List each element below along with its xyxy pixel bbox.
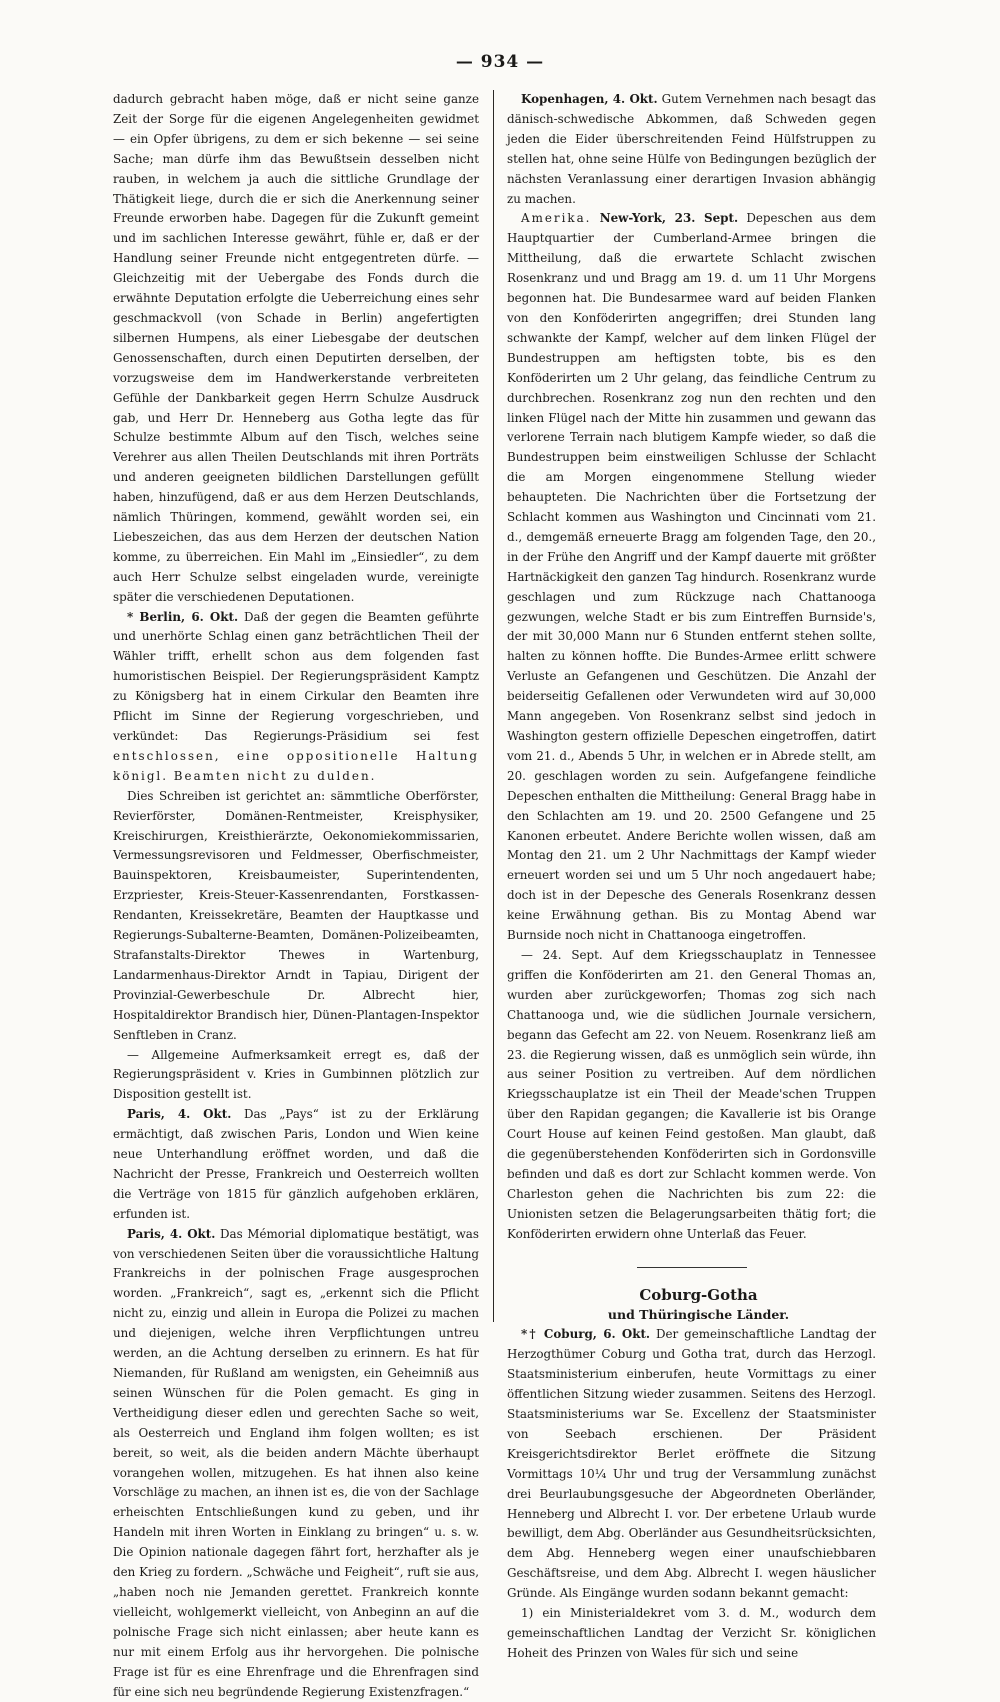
section-separator xyxy=(637,1267,747,1268)
article-coburg-text: Der gemeinschaftliche Landtag der Herzogthümer Coburg und Gotha trat, durch das Herzogl. Staatsministerium einberufen, heute Vormittags zu einer öffentlichen Sitzung wieder zusammen. Seitens des Herzogl. Staatsministeriums war Se. Excellenz der Staatsminister von Seebach erschienen. Der Präsident Kreisgerichtsdirektor Berlet eröffnete die Sitzung Vormittags 10¼ Uhr und trug der Versammlung zunächst drei Beurlaubungsgesuche der Abgeordneten Oberländer, Henneberg und Albrecht I. vor. Der erbetene Urlaub wurde bewilligt, dem Abg. Oberländer aus Gesundheitsrücksichten, dem Abg. Henneberg wegen einer unaufschiebbaren Geschäftsreise, und dem Abg. Albrecht I. wegen häuslicher Gründe. Als Eingänge wurden sodann bekannt gemacht: xyxy=(507,1327,877,1601)
article-paris-1 xyxy=(113,1105,479,1224)
dateline-berlin: * Berlin, 6. Okt. xyxy=(127,609,239,624)
region-amerika: Amerika. xyxy=(521,211,592,226)
article-gumbinnen: — Allgemeine Aufmerksamkeit erregt es, daß der Regierungspräsident v. Kries in Gumbinnen plötzlich zur Disposition gestellt ist. xyxy=(113,1047,479,1102)
article-berlin-text: Daß der gegen die Beamten geführte und unerhörte Schlag einen ganz beträchtlichen Theil der Wähler trifft, erhellt schon aus dem folgenden fast humoristischen Beispiel. Der Regierungspräsident Kamptz zu Königsberg hat in einem Cirkular den Beamten ihre Pflicht im Sinne der Regierung vorgeschrieben, und verkündet: Das Regierungs-Präsidium sei fest xyxy=(113,609,479,743)
column-divider xyxy=(493,90,494,1322)
article-newyork-text: Depeschen aus dem Hauptquartier der Cumberland-Armee bringen die Mittheilung, daß die erwartete Schlacht zwischen Rosenkranz und und Bragg am 19. d. um 11 Uhr Morgens begonnen hat. Die Bundesarmee ward auf beiden Flanken von den Konföderirten angegriffen; drei Stunden lang schwankte der Kampf, welcher auf dem linken Flügel der Bundestruppen am heftigsten tobte, bis es den Konföderirten um 2 Uhr gelang, das feindliche Centrum zu durchbrechen. Rosenkranz zog nun den rechten und den linken Flügel nach der Mitte hin zusammen und gewann das verlorene Terrain nach blutigem Kampfe wieder, so daß die Bundestruppen beim einstweiligen Schlusse der Schlacht die am Morgen eingenommene Stellung wieder behaupteten. Die Nachrichten über die Fortsetzung der Schlacht kommen aus Washington und Cincinnati vom 21. d., demgemäß erneuerte Bragg am folgenden Tage, den 20., in der Frühe den Angriff und der Kampf dauerte mit größter Hartnäckigkeit den ganzen Tag hindurch. Rosenkranz wurde geschlagen und zum Rückzuge nach Chattanooga gezwungen, welche Stadt er bis zum Eintreffen Burnside's, der mit 30,000 Mann nur 6 Stunden entfernt stehen sollte, halten zu können hoffte. Die Bundes-Armee erlitt schwere Verluste an Gefangenen und Geschützen. Die Anzahl der beiderseitig Gefallenen oder Verwundeten wird auf 30,000 Mann angegeben. Von Rosenkranz selbst sind jedoch in Washington gestern offizielle Depeschen eingetroffen, datirt vom 21. d., Abends 5 Uhr, in welchen er in Abrede stellt, am 20. geschlagen worden zu sein. Aufgefangene feindliche Depeschen enthalten die Mittheilung: General Bragg habe in den Schlachten am 19. und 20. 2500 Gefangene und 25 Kanonen erbeutet. Andere Berichte wollen wissen, daß am Montag den 21. um 2 Uhr Nachmittags der Kampf wieder erneuert worden sei und um 5 Uhr noch angedauert habe; doch ist in der Depesche des Generals Rosenkranz dessen keine Erwähnung gethan. Bis zu Montag Abend war Burnside noch nicht in Chattanooga eingetroffen. xyxy=(507,211,876,943)
dateline-kopenhagen: Kopenhagen, 4. Okt. xyxy=(521,92,658,106)
article-berlin xyxy=(113,608,479,787)
article-paris-2 xyxy=(113,1225,479,1702)
article-tennessee: — 24. Sept. Auf dem Kriegsschauplatz in Tennessee griffen die Konföderirten am 21. den General Thomas an, wurden aber zurückgeworfen; Thomas zog sich nach Chattanooga und, wie die südlichen Journale versichern, begann das Gefecht am 22. von Neuem. Rosenkranz ließ am 23. die Regierung wissen, daß es unmöglich sein würde, ihn aus seiner Position zu vertreiben. Auf dem nördlichen Kriegsschauplatze ist ein Theil der Meade'schen Truppen über den Rapidan gegangen; die Kavallerie ist bis Orange Court House auf keinen Feind gestoßen. Man glaubt, daß die gegenüberstehenden Konföderirten sich in Gordonsville befinden und daß es dort zur Schlacht kommen werde. Von Charleston gehen die Nachrichten bis zum 22: die Unionisten setzen die Belagerungsarbeiten thätig fort; die Konföderirten erwidern ohne Unterlaß das Feuer. xyxy=(507,947,876,1241)
dateline-coburg: *† Coburg, 6. Okt. xyxy=(521,1327,651,1342)
article-coburg xyxy=(507,1325,876,1604)
left-column xyxy=(113,90,479,1699)
article-newyork xyxy=(507,209,876,946)
article-paris-1-text: Das „Pays“ ist zu der Erklärung ermächtigt, daß zwischen Paris, London und Wien keine neue Unterhandlung eröffnet worden, und daß die Nachricht der Presse, Frankreich und Oesterreich wollten die Verträge von 1815 für gänzlich aufgehoben erklären, erfunden ist. xyxy=(113,1107,479,1221)
dateline-paris-2: Paris, 4. Okt. xyxy=(127,1226,216,1241)
article-kopenhagen xyxy=(507,90,876,209)
article-kopenhagen-text: Gutem Vernehmen nach besagt das dänisch-schwedische Abkommen, daß Schweden gegen jeden die Eider überschreitenden Feind Hülfstruppen zu stellen hat, ohne seine Hülfe von Bedingungen bezüglich der nächsten Veranlassung einer derartigen Invasion abhängig zu machen. xyxy=(507,92,876,206)
right-column xyxy=(507,90,877,1660)
dateline-newyork: New-York, 23. Sept. xyxy=(599,211,739,226)
section-title: Coburg-Gotha xyxy=(639,1285,758,1304)
article-paris-2-text: Das Mémorial diplomatique bestätigt, was von verschiedenen Seiten über die voraussichtliche Haltung Frankreichs in der polnischen Frage ausgesprochen worden. „Frankreich“, sagt es, „erkennt sich die Pflicht nicht zu, einzig und allein in Europa die Polizei zu machen und diejenigen, welche ihren Verpflichtungen untreu werden, an die Achtung derselben zu erinnern. Es hat für Niemanden, für Rußland am wenigsten, ein Geheimniß aus seinen Wünschen für die Polen gemacht. Es ging in Vertheidigung dieser edlen und gerechten Sache so weit, als Oesterreich und England ihm folgen wollten; es ist bereit, so weit, als die beiden andern Mächte überhaupt vorangehen wollen, mitzugehen. Es hat ihnen also keine Vorschläge zu machen, an ihnen ist es, die von der Sachlage erheischten Entschließungen kund zu geben, und ihr Handeln mit ihren Worten in Einklang zu bringen“ u. s. w. Die Opinion nationale dagegen fährt fort, herzhafter als je den Krieg zu fordern. „Schwäche und Feigheit“, ruft sie aus, „haben noch nie Jemanden gerettet. Frankreich konnte vielleicht, wohlgemerkt vielleicht, von Anbeginn an auf die polnische Frage sich nicht einlassen; aber heute kann es nur mit einem Erfolg aus ihr hervorgehen. Die polnische Frage ist für es eine Ehrenfrage und die Ehrenfragen sind für eine sich neu begründende Regierung Existenzfragen.“ xyxy=(113,1226,479,1699)
article-berlin-spaced: entschlossen, eine oppositionelle Haltung königl. Beamten nicht zu dulden. xyxy=(113,748,479,783)
dateline-paris-1: Paris, 4. Okt. xyxy=(127,1107,232,1122)
article-berlin-list: Dies Schreiben ist gerichtet an: sämmtliche Oberförster, Revierförster, Domänen-Rentmeister, Kreisphysiker, Kreischirurgen, Kreisthierärzte, Oekonomiekommissarien, Vermessungsrevisoren und Feldmesser, Oberfischmeister, Bauinspektoren, Kreisbaumeister, Superintendenten, Erzpriester, Kreis-Steuer-Kassenrendanten, Forstkassen-Rendanten, Kreissekretäre, Beamten der Hauptkasse und Regierungs-Subalterne-Beamten, Domänen-Polizeibeamten, Strafanstalts-Direktor Thewes in Wartenburg, Landarmenhaus-Direktor Arndt in Tapiau, Dirigent der Provinzial-Gewerbeschule Dr. Albrecht hier, Hospitaldirektor Brandisch hier, Dünen-Plantagen-Inspektor Senftleben in Cranz. xyxy=(113,788,479,1042)
article-coburg-item-1: 1) ein Ministerialdekret vom 3. d. M., wodurch dem gemeinschaftlichen Landtag der Verzicht Sr. königlichen Hoheit des Prinzen von Wales für sich und seine xyxy=(507,1606,876,1660)
page-number: — 934 — xyxy=(455,52,545,72)
article-continuation: dadurch gebracht haben möge, daß er nicht seine ganze Zeit der Sorge für die eigenen Angelegenheiten gewidmet — ein Opfer übrigens, zu dem er sich bekenne — sei seine Sache; man dürfe ihm das Bewußtsein desselben nicht rauben, in welchem ja auch die sittliche Grundlage der Thätigkeit liege, durch die er sich die Anerkennung seiner Freunde erworben habe. Dagegen für die Zukunft gemeint und im sachlichen Interesse gewährt, fühle er, daß er der Handlung seiner Freunde nicht entgegentreten dürfe. — Gleichzeitig mit der Uebergabe des Fonds durch die erwähnte Deputation erfolgte die Ueberreichung eines sehr geschmackvoll (von Schade in Berlin) angefertigten silbernen Humpens, als einer Liebesgabe der deutschen Genossenschaften, durch einen Deputirten derselben, der vorzugsweise dem im Handwerkerstande verbreiteten Gefühle der Dankbarkeit gegen Herrn Schulze Ausdruck gab, und Herr Dr. Henneberg aus Gotha legte das für Schulze bestimmte Album auf den Tisch, welches seine Verehrer aus allen Theilen Deutschlands mit ihren Porträts und anderen geeigneten bildlichen Darstellungen gefüllt haben, hinzufügend, daß er aus dem Herzen Deutschlands, nämlich Thüringen, kommend, gewählt worden sei, ein Liebeszeichen, das aus dem Herzen der deutschen Nation komme, zu überreichen. Ein Mahl im „Einsiedler“, zu dem auch Herr Schulze selbst eingeladen wurde, vereinigte später die verschiedenen Deputationen. xyxy=(113,92,479,604)
section-subtitle: und Thüringische Länder. xyxy=(607,1307,790,1323)
